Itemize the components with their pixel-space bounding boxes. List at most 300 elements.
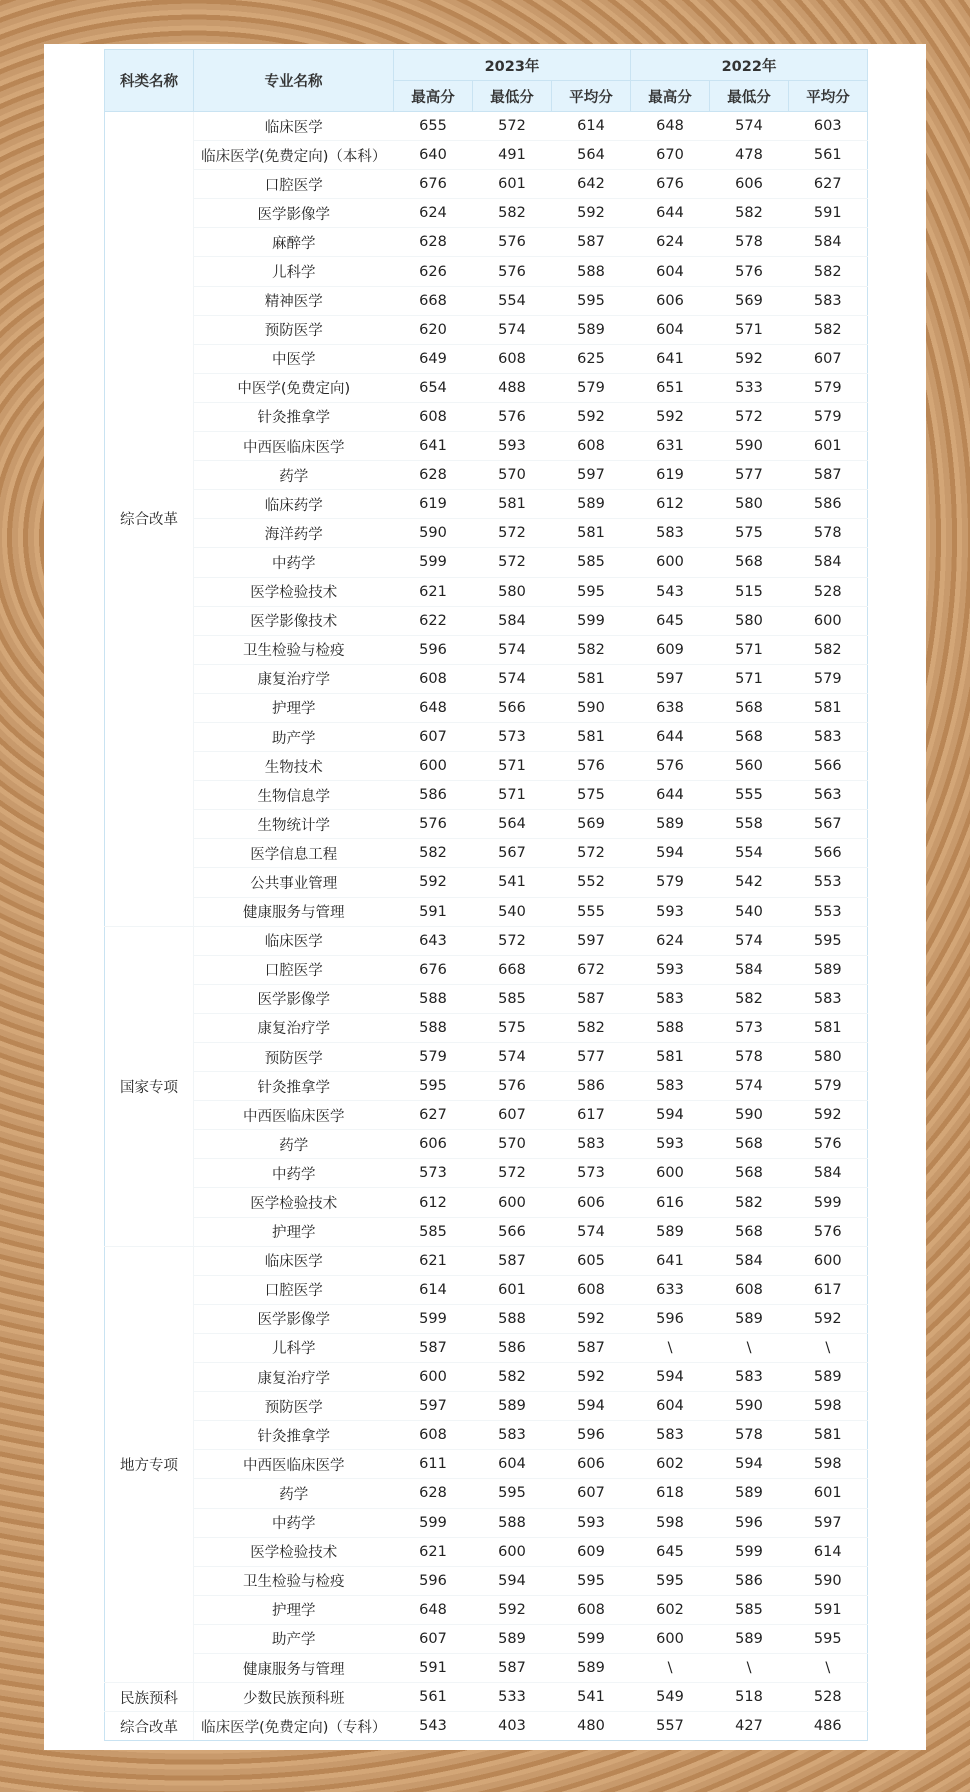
min-2022-cell: 584 [710,955,789,984]
avg-2022-cell: 579 [789,373,868,402]
avg-2023-cell: 595 [552,577,631,606]
major-cell: 中药学 [194,1159,394,1188]
major-cell: 临床医学(免费定向)（专科） [194,1712,394,1741]
major-cell: 助产学 [194,722,394,751]
max-2023-cell: 576 [394,810,473,839]
max-2023-cell: 648 [394,693,473,722]
max-2023-cell: 628 [394,228,473,257]
max-2022-cell: 600 [631,548,710,577]
avg-2023-cell: 594 [552,1392,631,1421]
min-2022-cell: 584 [710,1246,789,1275]
major-cell: 中医学 [194,344,394,373]
max-2023-cell: 622 [394,606,473,635]
major-cell: 护理学 [194,1595,394,1624]
max-2023-cell: 620 [394,315,473,344]
table-row [105,635,868,664]
major-cell: 医学影像学 [194,1304,394,1333]
avg-2023-cell: 589 [552,315,631,344]
avg-2022-cell: 590 [789,1566,868,1595]
max-2023-cell: 612 [394,1188,473,1217]
min-2022-cell: 592 [710,344,789,373]
max-2023-cell: 621 [394,577,473,606]
min-2022-cell: 478 [710,141,789,170]
table-row [105,1653,868,1682]
header-min-2022: 最低分 [710,81,789,112]
max-2023-cell: 607 [394,722,473,751]
max-2022-cell: 600 [631,1159,710,1188]
avg-2022-cell: 486 [789,1712,868,1741]
avg-2023-cell: 597 [552,461,631,490]
min-2022-cell: 571 [710,635,789,664]
major-cell: 临床医学(免费定向)（本科） [194,141,394,170]
max-2023-cell: 591 [394,897,473,926]
min-2023-cell: 589 [473,1392,552,1421]
min-2022-cell: \ [710,1653,789,1682]
avg-2023-cell: 552 [552,868,631,897]
max-2022-cell: 641 [631,344,710,373]
avg-2023-cell: 587 [552,984,631,1013]
category-cell: 地方专项 [105,1246,194,1682]
major-cell: 医学检验技术 [194,1537,394,1566]
header-year-2022: 2022年 [631,50,868,81]
major-cell: 医学影像学 [194,984,394,1013]
max-2022-cell: 633 [631,1275,710,1304]
max-2023-cell: 649 [394,344,473,373]
avg-2022-cell: 592 [789,1101,868,1130]
max-2022-cell: 624 [631,926,710,955]
avg-2022-cell: 600 [789,1246,868,1275]
max-2023-cell: 600 [394,1363,473,1392]
max-2022-cell: \ [631,1653,710,1682]
min-2023-cell: 584 [473,606,552,635]
max-2023-cell: 655 [394,112,473,141]
max-2023-cell: 543 [394,1712,473,1741]
max-2023-cell: 596 [394,635,473,664]
max-2023-cell: 600 [394,752,473,781]
min-2023-cell: 567 [473,839,552,868]
min-2022-cell: 515 [710,577,789,606]
header-category: 科类名称 [105,50,194,112]
avg-2023-cell: 596 [552,1421,631,1450]
min-2023-cell: 594 [473,1566,552,1595]
max-2022-cell: 604 [631,257,710,286]
min-2023-cell: 566 [473,1217,552,1246]
table-row [105,1392,868,1421]
major-cell: 麻醉学 [194,228,394,257]
max-2022-cell: 583 [631,519,710,548]
avg-2022-cell: 601 [789,1479,868,1508]
max-2022-cell: 594 [631,1101,710,1130]
avg-2023-cell: 587 [552,228,631,257]
min-2023-cell: 583 [473,1421,552,1450]
table-row [105,1624,868,1653]
max-2022-cell: 581 [631,1043,710,1072]
max-2023-cell: 624 [394,199,473,228]
avg-2023-cell: 625 [552,344,631,373]
table-row [105,1072,868,1101]
min-2023-cell: 600 [473,1188,552,1217]
avg-2022-cell: 587 [789,461,868,490]
min-2022-cell: 589 [710,1624,789,1653]
min-2023-cell: 533 [473,1683,552,1712]
min-2023-cell: 586 [473,1333,552,1362]
min-2023-cell: 588 [473,1508,552,1537]
avg-2023-cell: 555 [552,897,631,926]
min-2023-cell: 573 [473,722,552,751]
avg-2022-cell: 582 [789,635,868,664]
avg-2023-cell: 577 [552,1043,631,1072]
max-2022-cell: 606 [631,286,710,315]
table-row [105,170,868,199]
max-2023-cell: 607 [394,1624,473,1653]
table-row [105,112,868,141]
max-2022-cell: 588 [631,1013,710,1042]
max-2022-cell: 592 [631,402,710,431]
min-2022-cell: 575 [710,519,789,548]
major-cell: 中西医临床医学 [194,432,394,461]
max-2023-cell: 587 [394,1333,473,1362]
max-2022-cell: 596 [631,1304,710,1333]
avg-2023-cell: 605 [552,1246,631,1275]
min-2023-cell: 575 [473,1013,552,1042]
major-cell: 医学影像学 [194,199,394,228]
min-2023-cell: 491 [473,141,552,170]
max-2022-cell: 645 [631,1537,710,1566]
avg-2023-cell: 574 [552,1217,631,1246]
avg-2023-cell: 593 [552,1508,631,1537]
min-2023-cell: 540 [473,897,552,926]
table-row [105,519,868,548]
avg-2023-cell: 583 [552,1130,631,1159]
max-2022-cell: 594 [631,1363,710,1392]
avg-2022-cell: 561 [789,141,868,170]
header-avg-2023: 平均分 [552,81,631,112]
avg-2022-cell: 584 [789,1159,868,1188]
avg-2023-cell: 608 [552,432,631,461]
min-2023-cell: 403 [473,1712,552,1741]
avg-2023-cell: 581 [552,664,631,693]
table-row [105,1508,868,1537]
avg-2022-cell: 598 [789,1450,868,1479]
avg-2022-cell: 567 [789,810,868,839]
min-2022-cell: 586 [710,1566,789,1595]
min-2023-cell: 600 [473,1537,552,1566]
major-cell: 预防医学 [194,1043,394,1072]
avg-2022-cell: \ [789,1333,868,1362]
min-2022-cell: 583 [710,1363,789,1392]
table-row [105,1595,868,1624]
min-2022-cell: 582 [710,199,789,228]
max-2022-cell: \ [631,1333,710,1362]
table-row [105,1101,868,1130]
category-cell: 综合改革 [105,1712,194,1741]
max-2023-cell: 582 [394,839,473,868]
major-cell: 公共事业管理 [194,868,394,897]
table-row [105,1421,868,1450]
major-cell: 临床医学 [194,112,394,141]
min-2022-cell: 573 [710,1013,789,1042]
min-2022-cell: 560 [710,752,789,781]
max-2023-cell: 585 [394,1217,473,1246]
major-cell: 中医学(免费定向) [194,373,394,402]
min-2023-cell: 570 [473,461,552,490]
min-2022-cell: 589 [710,1304,789,1333]
table-row [105,984,868,1013]
max-2022-cell: 618 [631,1479,710,1508]
max-2023-cell: 640 [394,141,473,170]
min-2023-cell: 593 [473,432,552,461]
min-2022-cell: 574 [710,1072,789,1101]
max-2022-cell: 576 [631,752,710,781]
min-2023-cell: 566 [473,693,552,722]
avg-2023-cell: 595 [552,1566,631,1595]
min-2023-cell: 572 [473,548,552,577]
table-row [105,461,868,490]
avg-2022-cell: 576 [789,1130,868,1159]
avg-2022-cell: 617 [789,1275,868,1304]
avg-2022-cell: 580 [789,1043,868,1072]
max-2022-cell: 594 [631,839,710,868]
min-2023-cell: 488 [473,373,552,402]
major-cell: 助产学 [194,1624,394,1653]
avg-2023-cell: 589 [552,490,631,519]
min-2022-cell: 572 [710,402,789,431]
table-row [105,402,868,431]
avg-2022-cell: 589 [789,1363,868,1392]
min-2023-cell: 564 [473,810,552,839]
max-2022-cell: 651 [631,373,710,402]
min-2023-cell: 570 [473,1130,552,1159]
max-2023-cell: 586 [394,781,473,810]
major-cell: 儿科学 [194,1333,394,1362]
avg-2022-cell: 599 [789,1188,868,1217]
avg-2023-cell: 585 [552,548,631,577]
min-2022-cell: 578 [710,1421,789,1450]
max-2022-cell: 589 [631,810,710,839]
avg-2023-cell: 575 [552,781,631,810]
major-cell: 儿科学 [194,257,394,286]
major-cell: 口腔医学 [194,955,394,984]
max-2023-cell: 596 [394,1566,473,1595]
table-row [105,1566,868,1595]
avg-2022-cell: 597 [789,1508,868,1537]
table-row [105,1479,868,1508]
min-2022-cell: 578 [710,228,789,257]
table-row [105,868,868,897]
header-year-2023: 2023年 [394,50,631,81]
avg-2022-cell: 591 [789,1595,868,1624]
max-2022-cell: 589 [631,1217,710,1246]
max-2022-cell: 595 [631,1566,710,1595]
min-2023-cell: 608 [473,344,552,373]
avg-2022-cell: 583 [789,722,868,751]
max-2023-cell: 597 [394,1392,473,1421]
major-cell: 口腔医学 [194,1275,394,1304]
min-2023-cell: 576 [473,228,552,257]
avg-2022-cell: 586 [789,490,868,519]
avg-2022-cell: 592 [789,1304,868,1333]
major-cell: 药学 [194,461,394,490]
table-row [105,1043,868,1072]
min-2023-cell: 587 [473,1246,552,1275]
table-row [105,548,868,577]
avg-2022-cell: 582 [789,315,868,344]
avg-2022-cell: 591 [789,199,868,228]
max-2023-cell: 619 [394,490,473,519]
table-row [105,781,868,810]
category-cell: 综合改革 [105,112,194,927]
max-2022-cell: 598 [631,1508,710,1537]
max-2022-cell: 612 [631,490,710,519]
major-cell: 卫生检验与检疫 [194,1566,394,1595]
max-2022-cell: 648 [631,112,710,141]
max-2023-cell: 599 [394,1508,473,1537]
avg-2022-cell: 601 [789,432,868,461]
min-2023-cell: 587 [473,1653,552,1682]
min-2022-cell: 596 [710,1508,789,1537]
table-row [105,1275,868,1304]
max-2022-cell: 670 [631,141,710,170]
avg-2023-cell: 581 [552,519,631,548]
min-2022-cell: 540 [710,897,789,926]
major-cell: 中西医临床医学 [194,1101,394,1130]
avg-2022-cell: 595 [789,1624,868,1653]
major-cell: 针灸推拿学 [194,1072,394,1101]
max-2022-cell: 604 [631,315,710,344]
table-row [105,1159,868,1188]
max-2022-cell: 624 [631,228,710,257]
avg-2023-cell: 609 [552,1537,631,1566]
max-2023-cell: 608 [394,1421,473,1450]
avg-2023-cell: 588 [552,257,631,286]
min-2022-cell: 582 [710,984,789,1013]
major-cell: 针灸推拿学 [194,402,394,431]
category-cell: 国家专项 [105,926,194,1246]
min-2023-cell: 585 [473,984,552,1013]
min-2022-cell: \ [710,1333,789,1362]
major-cell: 康复治疗学 [194,1013,394,1042]
avg-2022-cell: 584 [789,548,868,577]
min-2023-cell: 554 [473,286,552,315]
min-2022-cell: 568 [710,1159,789,1188]
max-2022-cell: 583 [631,1421,710,1450]
table-row [105,315,868,344]
max-2023-cell: 599 [394,1304,473,1333]
max-2023-cell: 621 [394,1537,473,1566]
table-row [105,1683,868,1712]
avg-2023-cell: 592 [552,402,631,431]
min-2023-cell: 601 [473,1275,552,1304]
max-2023-cell: 676 [394,955,473,984]
min-2023-cell: 571 [473,781,552,810]
table-row [105,1013,868,1042]
max-2023-cell: 654 [394,373,473,402]
min-2022-cell: 558 [710,810,789,839]
major-cell: 医学检验技术 [194,577,394,606]
min-2023-cell: 589 [473,1624,552,1653]
min-2023-cell: 580 [473,577,552,606]
table-row [105,490,868,519]
min-2023-cell: 576 [473,1072,552,1101]
major-cell: 预防医学 [194,1392,394,1421]
avg-2022-cell: 581 [789,1421,868,1450]
min-2022-cell: 569 [710,286,789,315]
min-2022-cell: 582 [710,1188,789,1217]
avg-2023-cell: 608 [552,1595,631,1624]
min-2023-cell: 595 [473,1479,552,1508]
min-2022-cell: 533 [710,373,789,402]
avg-2022-cell: 582 [789,257,868,286]
min-2023-cell: 574 [473,664,552,693]
min-2023-cell: 571 [473,752,552,781]
max-2022-cell: 593 [631,1130,710,1159]
avg-2023-cell: 614 [552,112,631,141]
max-2023-cell: 608 [394,664,473,693]
min-2022-cell: 599 [710,1537,789,1566]
avg-2023-cell: 590 [552,693,631,722]
avg-2022-cell: 566 [789,839,868,868]
min-2023-cell: 668 [473,955,552,984]
max-2022-cell: 543 [631,577,710,606]
avg-2023-cell: 592 [552,199,631,228]
table-row [105,1712,868,1741]
min-2022-cell: 606 [710,170,789,199]
avg-2023-cell: 597 [552,926,631,955]
max-2023-cell: 641 [394,432,473,461]
min-2022-cell: 568 [710,1217,789,1246]
min-2023-cell: 588 [473,1304,552,1333]
max-2023-cell: 621 [394,1246,473,1275]
min-2023-cell: 582 [473,1363,552,1392]
avg-2023-cell: 595 [552,286,631,315]
header-max-2023: 最高分 [394,81,473,112]
avg-2023-cell: 579 [552,373,631,402]
avg-2023-cell: 564 [552,141,631,170]
avg-2022-cell: 584 [789,228,868,257]
major-cell: 中药学 [194,548,394,577]
max-2023-cell: 628 [394,461,473,490]
avg-2022-cell: 563 [789,781,868,810]
max-2023-cell: 588 [394,984,473,1013]
max-2022-cell: 644 [631,722,710,751]
min-2022-cell: 580 [710,490,789,519]
min-2023-cell: 581 [473,490,552,519]
min-2022-cell: 578 [710,1043,789,1072]
table-row [105,286,868,315]
max-2023-cell: 668 [394,286,473,315]
avg-2022-cell: 600 [789,606,868,635]
max-2022-cell: 644 [631,199,710,228]
avg-2023-cell: 587 [552,1333,631,1362]
avg-2022-cell: 595 [789,926,868,955]
min-2022-cell: 568 [710,722,789,751]
document-card [44,44,926,1750]
major-cell: 医学影像技术 [194,606,394,635]
table-row [105,664,868,693]
max-2022-cell: 557 [631,1712,710,1741]
table-row [105,199,868,228]
avg-2022-cell: 553 [789,868,868,897]
min-2023-cell: 574 [473,635,552,664]
score-table [104,49,868,1741]
max-2022-cell: 609 [631,635,710,664]
table-row [105,1304,868,1333]
major-cell: 健康服务与管理 [194,897,394,926]
avg-2022-cell: 581 [789,1013,868,1042]
min-2022-cell: 555 [710,781,789,810]
table-row [105,1450,868,1479]
avg-2023-cell: 606 [552,1450,631,1479]
